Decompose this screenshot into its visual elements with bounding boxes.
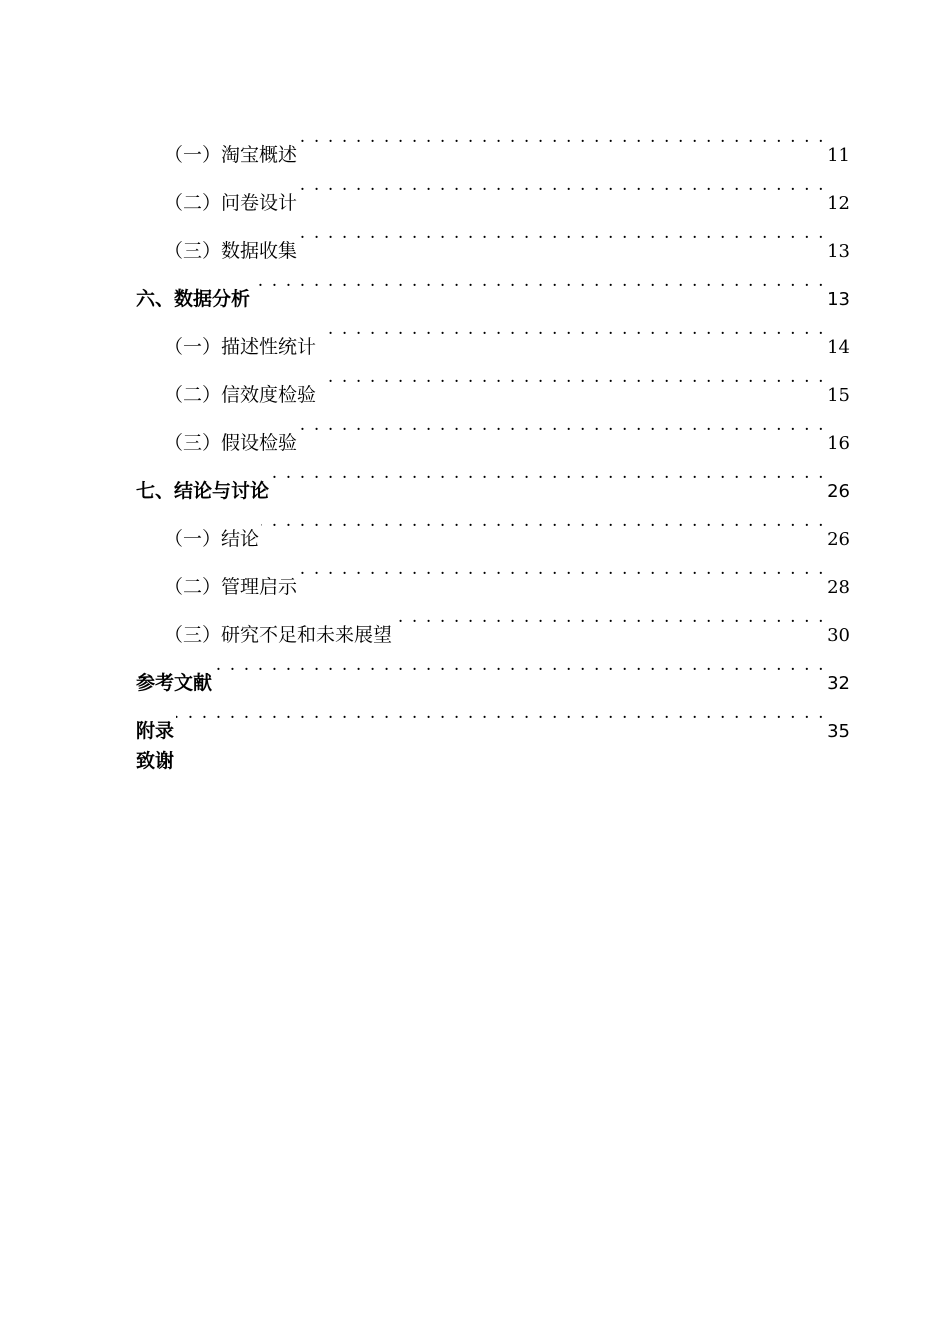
toc-dot-leader [394, 593, 825, 641]
toc-dot-leader [271, 449, 825, 497]
toc-dot-leader [261, 497, 825, 545]
toc-entry-title: 六、数据分析 [136, 288, 251, 310]
toc-page-number: 12 [827, 193, 850, 214]
toc-dot-leader [299, 545, 825, 593]
toc-entry-title: （一）结论 [164, 528, 260, 550]
toc-dot-leader [214, 641, 825, 689]
toc-page-number: 30 [827, 625, 850, 646]
toc-entry-title: （二）管理启示 [164, 576, 298, 598]
toc-entry-taobao-overview[interactable] [136, 113, 850, 166]
toc-dot-leader [299, 113, 825, 161]
toc-entry-title: （一）淘宝概述 [164, 144, 298, 166]
toc-entry-title: （二）信效度检验 [164, 384, 317, 406]
toc-dot-leader [176, 689, 825, 737]
toc-page-number: 13 [827, 289, 850, 310]
table-of-contents [136, 113, 850, 785]
toc-page-number: 26 [827, 529, 850, 550]
toc-dot-leader [318, 305, 825, 353]
toc-entry-title: （二）问卷设计 [164, 192, 298, 214]
toc-entry-title: 七、结论与讨论 [136, 480, 270, 502]
toc-entry-appendix[interactable] [136, 689, 850, 742]
toc-page-number: 14 [827, 337, 850, 358]
toc-dot-leader [299, 209, 825, 257]
toc-page-number: 11 [827, 145, 850, 166]
toc-page-number: 16 [827, 433, 850, 454]
toc-entry-title: （三）数据收集 [164, 240, 298, 262]
toc-entry-title: （三）研究不足和未来展望 [164, 624, 393, 646]
toc-page-number: 26 [827, 481, 850, 502]
toc-dot-leader [299, 401, 825, 449]
toc-page-number: 35 [827, 721, 850, 742]
toc-dot-leader [252, 257, 825, 305]
toc-page-number: 15 [827, 385, 850, 406]
toc-entry-title: （一）描述性统计 [164, 336, 317, 358]
toc-entry-title: 参考文献 [136, 672, 213, 694]
toc-page-number: 13 [827, 241, 850, 262]
toc-entry-title: 致谢 [136, 750, 175, 772]
toc-entry-title: 附录 [136, 720, 175, 742]
toc-entry-references[interactable] [136, 641, 850, 694]
toc-dot-leader [318, 353, 825, 401]
toc-page-number: 32 [827, 673, 850, 694]
toc-entry-title: （三）假设检验 [164, 432, 298, 454]
toc-entry-acknowledgements[interactable] [136, 737, 850, 785]
toc-dot-leader [299, 161, 825, 209]
toc-page-number: 28 [827, 577, 850, 598]
